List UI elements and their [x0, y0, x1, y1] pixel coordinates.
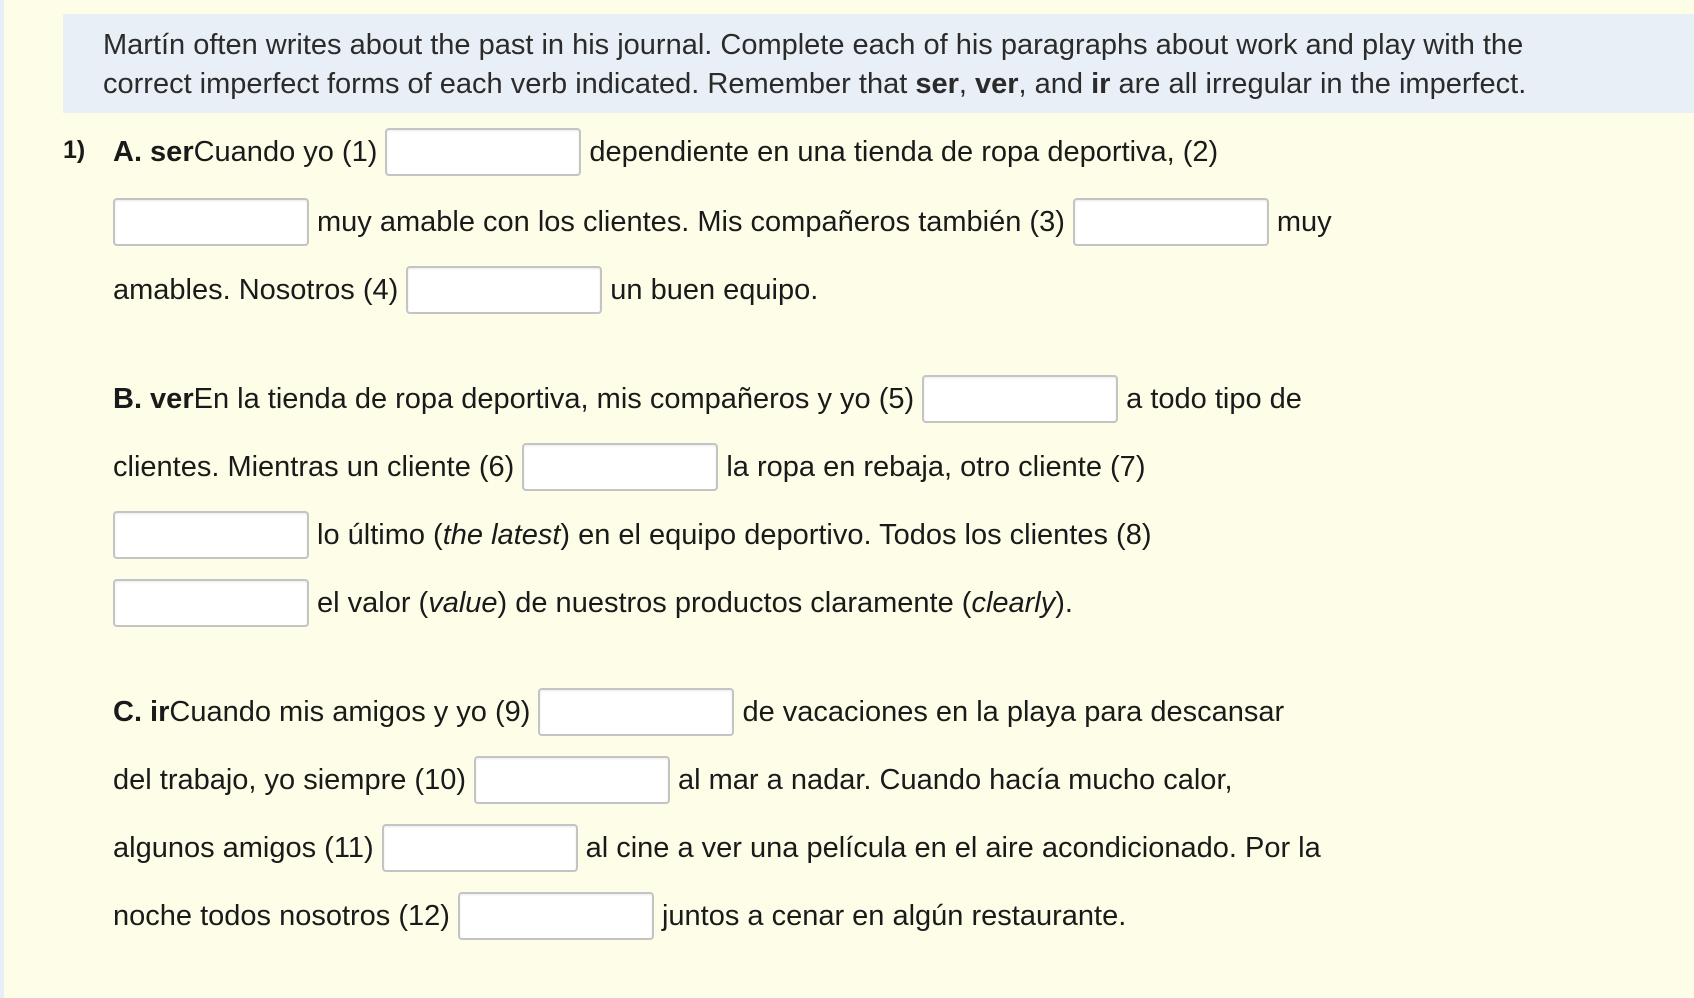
paragraph-b-line-4: [113, 577, 1073, 629]
paragraph-c-line-4: [113, 890, 1126, 942]
sentence-text: al cine a ver una película en el aire acondicionado. Por la: [585, 831, 1321, 864]
sentence-text: noche todos nosotros (12): [113, 899, 450, 932]
paragraph-b-line-1: [113, 373, 1302, 425]
sentence-text: Cuando yo (1): [193, 135, 378, 168]
verb-ir: ir: [1091, 68, 1111, 100]
sentence-text: amables. Nosotros (4): [113, 273, 399, 306]
instructions-panel: [63, 14, 1694, 113]
gloss-clearly: clearly: [971, 586, 1056, 619]
paragraph-a-line-2: [113, 196, 1332, 248]
answer-input-11[interactable]: [382, 824, 578, 872]
paragraph-c-line-1: [113, 686, 1284, 738]
sentence-text: En la tienda de ropa deportiva, mis compañeros y yo (5): [193, 382, 915, 415]
sentence-fragment: el valor (: [317, 586, 429, 619]
sentence-text: a todo tipo de: [1126, 382, 1302, 415]
paragraph-b-label: B. ver: [113, 382, 194, 415]
instructions-text: are all irregular in the imperfect.: [1110, 68, 1527, 100]
sentence-text: la ropa en rebaja, otro cliente (7): [726, 450, 1146, 483]
question-number: 1): [63, 136, 86, 164]
paragraph-c-label: C. ir: [113, 695, 170, 728]
answer-input-8[interactable]: [113, 579, 309, 627]
paragraph-a-line-3: [113, 264, 818, 316]
sentence-fragment: ) en el equipo deportivo. Todos los clientes (8): [560, 518, 1152, 551]
paragraph-b-line-2: [113, 441, 1145, 493]
instructions-line-2: [103, 65, 1694, 104]
sentence-text: del trabajo, yo siempre (10): [113, 763, 466, 796]
answer-input-5[interactable]: [922, 375, 1118, 423]
left-border: [0, 0, 4, 998]
sentence-text: dependiente en una tienda de ropa deportiva, (2): [589, 135, 1219, 168]
answer-input-7[interactable]: [113, 511, 309, 559]
instructions-text: correct imperfect forms of each verb indicated. Remember that: [103, 68, 916, 100]
answer-input-10[interactable]: [474, 756, 670, 804]
paragraph-a-line-1: [113, 126, 1218, 178]
paragraph-c-line-3: [113, 822, 1321, 874]
gloss-the-latest: the latest: [442, 518, 561, 551]
sentence-text: un buen equipo.: [610, 273, 819, 306]
answer-input-4[interactable]: [406, 266, 602, 314]
instructions-text: ,: [958, 68, 975, 100]
sentence-fragment: ).: [1055, 586, 1073, 619]
answer-input-1[interactable]: [385, 128, 581, 176]
paragraph-b-line-3: [113, 509, 1151, 561]
sentence-text: al mar a nadar. Cuando hacía mucho calor,: [678, 763, 1233, 796]
answer-input-2[interactable]: [113, 198, 309, 246]
verb-ver: ver: [975, 68, 1019, 100]
answer-input-6[interactable]: [522, 443, 718, 491]
sentence-fragment: ) de nuestros productos claramente (: [497, 586, 972, 619]
instructions-line-1: Martín often writes about the past in his journal. Complete each of his paragraphs about work and play with the: [103, 29, 1524, 61]
sentence-text: de vacaciones en la playa para descansar: [742, 695, 1285, 728]
sentence-text: muy: [1276, 205, 1332, 238]
sentence-text: juntos a cenar en algún restaurante.: [661, 899, 1127, 932]
paragraph-c-line-2: [113, 754, 1233, 806]
sentence-text: Cuando mis amigos y yo (9): [169, 695, 531, 728]
paragraph-a-label: A. ser: [113, 135, 194, 168]
sentence-text: algunos amigos (11): [113, 831, 374, 864]
sentence-text: [317, 519, 1151, 552]
answer-input-3[interactable]: [1073, 198, 1269, 246]
answer-input-9[interactable]: [538, 688, 734, 736]
sentence-text: muy amable con los clientes. Mis compañeros también (3): [317, 205, 1065, 238]
answer-input-12[interactable]: [458, 892, 654, 940]
gloss-value: value: [428, 586, 498, 619]
verb-ser: ser: [915, 68, 959, 100]
sentence-text: [317, 587, 1073, 620]
instructions-text: , and: [1018, 68, 1092, 100]
sentence-text: clientes. Mientras un cliente (6): [113, 450, 515, 483]
sentence-fragment: lo último (: [317, 518, 443, 551]
